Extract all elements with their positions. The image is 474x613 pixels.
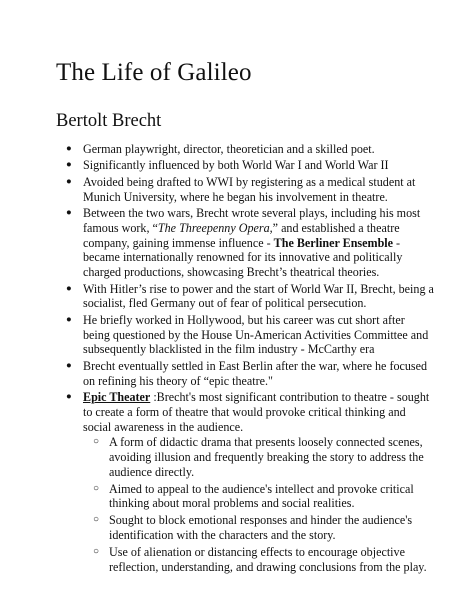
bullet-item-east-berlin: ● Brecht eventually settled in East Berlin after the war, where he focused on refining his theory of “epic theatre." — [83, 359, 434, 389]
bullet-item-medical-student: ● Avoided being drafted to WWI by registering as a medical student at Munich University, where he began his involvement in theatre. — [83, 175, 434, 205]
sub-bullet-intellect: ○ Aimed to appeal to the audience's intellect and provoke critical thinking about moral problems and social realities. — [109, 482, 434, 512]
sub-bullet-alienation: ○ Use of alienation or distancing effects to encourage objective reflection, understanding, and drawing conclusions from the play. — [109, 545, 434, 575]
threepenny-opera-title: The Threepenny Opera, — [157, 220, 273, 235]
page-subtitle: Bertolt Brecht — [56, 111, 162, 131]
berliner-ensemble-name: The Berliner Ensemble — [273, 235, 394, 250]
bullet-item-playwright: ● German playwright, director, theoretician and a skilled poet. — [83, 142, 434, 157]
bullet-list — [56, 142, 434, 574]
between-wars-intro: Between the two wars, Brecht wrote several plays, including his most famous work, “ — [83, 205, 421, 235]
bullet-item-between-wars — [83, 206, 434, 280]
between-wars-rest: - became internationally renowned for its innovative and politically charged productions, showcasing Brecht’s theatrical theories. — [83, 235, 403, 280]
epic-theater-definition: :Brecht's most significant contribution to theatre - sought to create a form of theatre that would provoke critical thinking and social awareness in the audience. — [83, 389, 430, 434]
epic-theater-term: Epic Theater — [83, 389, 151, 404]
sub-bullet-didactic-drama: ○ A form of didactic drama that presents loosely connected scenes, avoiding illusion and frequently breaking the story to address the audience directly. — [109, 435, 434, 479]
between-wars-middle: ” and established a theatre company, gaining immense influence - — [83, 220, 400, 250]
sub-bullet-emotional-block: ○ Sought to block emotional responses and hinder the audience's identification with the characters and the story. — [109, 513, 434, 543]
epic-theater-sub-list — [83, 435, 434, 574]
bullet-item-fled-germany: ● With Hitler’s rise to power and the start of World War II, Brecht, being a socialist, fled Germany out of fear of political persecution. — [83, 282, 434, 312]
bullet-item-war-influence: ● Significantly influenced by both World War I and World War II — [83, 158, 434, 173]
bullet-item-epic-theater — [83, 390, 434, 575]
page-title: The Life of Galileo — [56, 59, 252, 86]
bullet-item-hollywood: ● He briefly worked in Hollywood, but his career was cut short after being questioned by the House Un-American Activities Committee and subsequently blacklisted in the film industry - McCarthy era — [83, 313, 434, 357]
